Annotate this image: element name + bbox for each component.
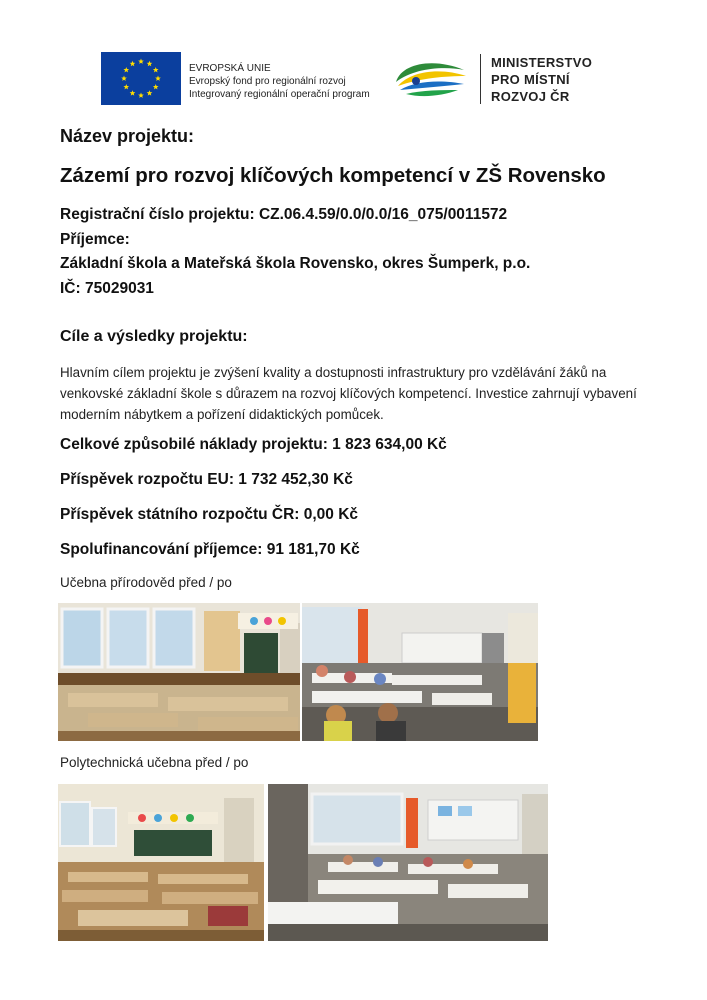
mmr-logo-text [491,54,592,105]
registration-number: Registrační číslo projektu: CZ.06.4.59/0.0/0.0/16_075/0011572 [60,206,508,223]
eu-star [138,93,144,98]
classroom-science-before-photo [58,603,300,741]
eu-star [155,76,161,81]
eu-star [123,67,129,72]
gallery-caption-science: Učebna přírodověd před / po [60,575,232,590]
eu-star [153,84,159,89]
recipient-label: Příjemce: [60,230,130,248]
mmr-emblem-icon [392,56,468,102]
classroom-polytechnic-after-photo [268,784,548,941]
project-name-label: Název projektu: [60,126,195,146]
project-info [60,203,530,301]
project-title: Zázemí pro rozvoj klíčových kompetencí v ZŠ Rovensko [60,164,606,187]
logo-divider [480,54,481,104]
eu-contribution: Příspěvek rozpočtu EU: 1 732 452,30 Kč [60,471,353,488]
eu-star [147,90,153,95]
mmr-logo-line: PRO MÍSTNÍ [491,72,570,87]
mmr-logo-line: MINISTERSTVO [491,55,593,70]
goals-text: Hlavním cílem projektu je zvýšení kvality a dostupnosti infrastruktury pro vzdělávání žáků na venkovské základní škole s důrazem na rozvoj klíčových kompetencí. Investice zahrnují vybavení moderním nábytkem a pořízení didaktických pomůcek. [60,365,637,422]
state-contribution: Příspěvek státního rozpočtu ČR: 0,00 Kč [60,506,359,523]
eu-logo-line: EVROPSKÁ UNIE [189,63,271,74]
eu-flag-icon [101,52,181,105]
classroom-polytechnic-before-photo [58,784,264,941]
eu-logo-line: Evropský fond pro regionální rozvoj [189,76,346,87]
eu-star [153,67,159,72]
goals-heading: Cíle a výsledky projektu: [60,328,248,345]
eu-star [130,61,136,66]
mmr-logo-line: ROZVOJ ČR [491,89,570,104]
classroom-science-after-photo [302,603,538,741]
recipient-name: Základní škola a Mateřská škola Rovensko, okres Šumperk, p.o. [60,255,531,272]
eu-star [138,59,144,64]
eu-star [121,76,127,81]
eu-star [147,61,153,66]
ico-number: IČ: 75029031 [60,279,154,297]
total-costs: Celkové způsobilé náklady projektu: 1 823 634,00 Kč [60,436,447,453]
eu-logo-line: Integrovaný regionální operační program [189,89,370,100]
eu-star [123,84,129,89]
eu-star [130,90,136,95]
cofinancing: Spolufinancování příjemce: 91 181,70 Kč [60,541,360,558]
eu-logo-text [189,62,370,101]
gallery-caption-polytechnic: Polytechnická učebna před / po [60,755,249,770]
